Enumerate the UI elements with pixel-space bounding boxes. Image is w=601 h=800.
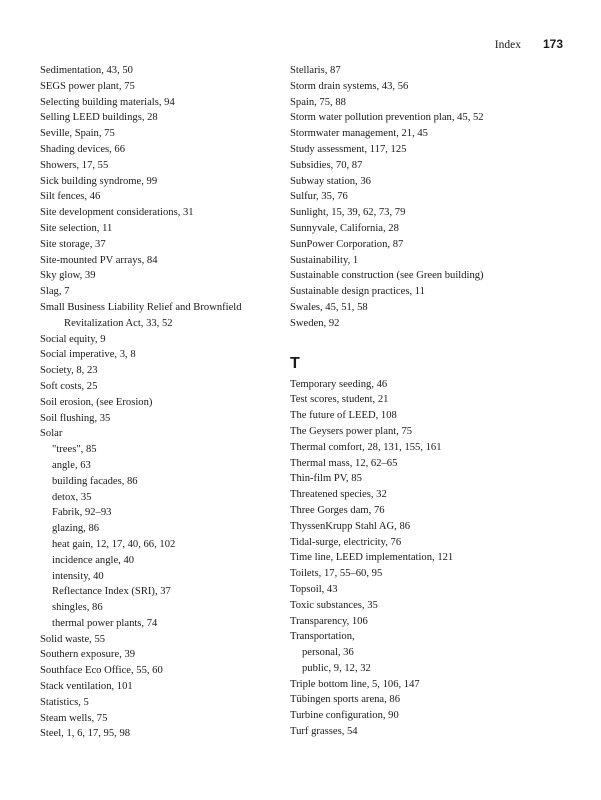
index-entry: Test scores, student, 21 [290,394,389,406]
index-entry: Sick building syndrome, 99 [40,175,158,187]
index-entry: Selling LEED buildings, 28 [40,112,158,124]
section-letter-heading: T [290,354,300,372]
index-entry: Sustainability, 1 [290,254,359,266]
index-entry: Storm drain systems, 43, 56 [290,80,409,92]
index-subentry: Fabrik, 92–93 [52,507,112,519]
index-entry: Study assessment, 117, 125 [290,143,407,155]
index-entry: Site-mounted PV arrays, 84 [40,254,158,266]
index-entry: SEGS power plant, 75 [40,80,135,92]
index-entry: Subway station, 36 [290,175,371,187]
index-entry: Transparency, 106 [290,615,368,627]
index-entry: Thermal mass, 12, 62–65 [290,457,398,469]
index-subentry: thermal power plants, 74 [52,617,158,629]
index-subentry: angle, 63 [52,459,91,471]
index-subentry: heat gain, 12, 17, 40, 66, 102 [52,538,176,550]
index-entry: Soil flushing, 35 [40,412,111,424]
index-entry: Tidal-surge, electricity, 76 [290,536,402,548]
index-subentry: personal, 36 [302,647,354,659]
index-entry: Turbine configuration, 90 [290,710,399,722]
index-column-right [290,63,540,740]
index-entry: Transportation, [290,631,355,643]
index-entry: Soil erosion, (see Erosion) [40,396,153,408]
index-entry: Turf grasses, 54 [290,726,358,738]
index-entry: Toxic substances, 35 [290,599,378,611]
index-entry: Sunnyvale, California, 28 [290,222,399,234]
index-entry: Spain, 75, 88 [290,96,346,108]
index-entry: Showers, 17, 55 [40,159,109,171]
index-entry: Stellaris, 87 [290,65,341,76]
index-entry: Sedimentation, 43, 50 [40,65,133,76]
index-entry: Site selection, 11 [40,222,113,234]
index-entry: Storm water pollution prevention plan, 45, 52 [290,112,484,124]
index-entry: Site development considerations, 31 [40,207,194,219]
index-subentry: intensity, 40 [52,570,104,582]
index-entry: ThyssenKrupp Stahl AG, 86 [290,520,411,532]
index-entry: Tübingen sports arena, 86 [290,694,401,706]
index-subentry: "trees", 85 [52,444,97,456]
index-entry: Sulfur, 35, 76 [290,191,348,203]
index-entry: Time line, LEED implementation, 121 [290,552,454,564]
index-entry: Selecting building materials, 94 [40,96,175,108]
index-entry: Swales, 45, 51, 58 [290,301,368,313]
index-entry: Stack ventilation, 101 [40,681,133,693]
index-entry: Society, 8, 23 [40,365,98,377]
index-entry: Slag, 7 [40,286,70,298]
index-entry: Shading devices, 66 [40,143,126,155]
index-entry: Sky glow, 39 [40,270,96,282]
index-entry: Threatened species, 32 [290,489,387,501]
index-entry-continuation: Revitalization Act, 33, 52 [64,317,173,329]
index-entry: Soft costs, 25 [40,380,98,392]
index-entry: Social imperative, 3, 8 [40,349,136,361]
index-subentry: building facades, 86 [52,475,138,487]
index-entry: Southern exposure, 39 [40,649,136,661]
running-header [495,37,563,51]
index-subentry: detox, 35 [52,491,92,503]
index-entry: Solar [40,428,63,440]
index-entry: Steel, 1, 6, 17, 95, 98 [40,728,131,740]
page-number: 173 [542,37,563,51]
index-entry: Stormwater management, 21, 45 [290,128,428,140]
index-entry: Sunlight, 15, 39, 62, 73, 79 [290,207,406,219]
index-entry: Three Gorges dam, 76 [290,504,385,516]
index-entry: Subsidies, 70, 87 [290,159,363,171]
index-entry: Steam wells, 75 [40,712,108,724]
index-entry: Topsoil, 43 [290,583,338,595]
index-entry: Thermal comfort, 28, 131, 155, 161 [290,441,442,453]
index-entry: The future of LEED, 108 [290,410,397,422]
index-entry: SunPower Corporation, 87 [290,238,404,250]
index-subentry: Reflectance Index (SRI), 37 [52,586,171,598]
index-entry: Triple bottom line, 5, 106, 147 [290,678,420,690]
index-entry: Site storage, 37 [40,238,106,250]
index-entry: Temporary seeding, 46 [290,378,388,390]
index-entry: Solid waste, 55 [40,633,106,645]
index-entry: Silt fences, 46 [40,191,101,203]
index-entry: Sustainable design practices, 11 [290,286,425,298]
index-subentry: public, 9, 12, 32 [302,662,371,674]
index-entry: Toilets, 17, 55–60, 95 [290,568,383,580]
index-entry: The Geysers power plant, 75 [290,425,413,437]
index-entry: Sweden, 92 [290,317,340,329]
index-entry: Thin-film PV, 85 [290,473,362,485]
index-subentry: incidence angle, 40 [52,554,135,566]
header-label: Index [494,39,521,51]
index-entry: Small Business Liability Relief and Brownfield [40,301,242,313]
index-entry: Statistics, 5 [40,696,89,708]
index-entry: Sustainable construction (see Green building) [290,270,484,282]
index-subentry: shingles, 86 [52,602,103,614]
index-subentry: glazing, 86 [52,523,100,535]
index-column-left [40,63,290,742]
index-entry: Southface Eco Office, 55, 60 [40,665,163,677]
index-entry: Social equity, 9 [40,333,106,345]
index-entry: Seville, Spain, 75 [40,128,115,140]
